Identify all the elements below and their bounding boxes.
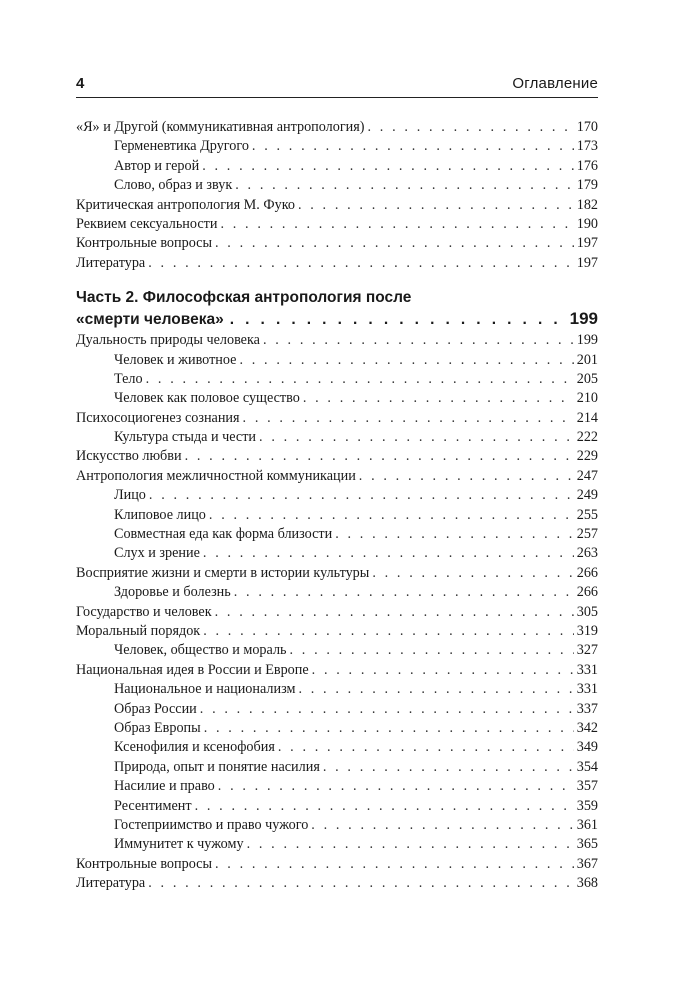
dot-leader [203,622,574,641]
entry-title: Национальная идея в России и Европе [76,661,309,678]
entry-page-number: 368 [576,875,598,892]
entry-page-number: 319 [576,622,598,639]
entry-title: Дуальность природы человека [76,332,260,349]
entry-page-number: 199 [576,332,598,349]
entry-page-number: 266 [576,584,598,601]
toc-subentry[interactable] [76,428,598,447]
entry-title: Критическая антропология М. Фуко [76,196,295,213]
entry-title: Образ Европы [114,719,201,736]
dot-leader [218,777,574,796]
dot-leader [235,176,573,195]
entry-title: Государство и человек [76,603,212,620]
entry-page-number: 201 [576,351,598,368]
entry-page-number: 331 [576,681,598,698]
entry-page-number: 205 [576,370,598,387]
entry-page-number: 182 [576,196,598,213]
toc-subentry[interactable] [76,777,598,796]
toc-entry[interactable] [76,622,598,641]
entry-title: Ресентимент [114,797,192,814]
toc-subentry[interactable] [76,700,598,719]
entry-title: Культура стыда и чести [114,429,257,446]
entry-page-number: 222 [576,429,598,446]
dot-leader [278,738,574,757]
toc-subentry[interactable] [76,797,598,816]
dot-leader [209,506,574,525]
toc-subentry[interactable] [76,758,598,777]
entry-page-number: 257 [576,526,598,543]
entry-page-number: 229 [576,448,598,465]
dot-leader [202,157,574,176]
toc-part-heading[interactable] [76,287,598,329]
entry-title: Контрольные вопросы [76,855,212,872]
dot-leader [203,544,574,563]
table-of-contents [76,118,598,893]
toc-subentry[interactable] [76,719,598,738]
entry-page-number: 331 [576,661,598,678]
toc-entry[interactable] [76,661,598,680]
entry-title: «Я» и Другой (коммуникативная антропология) [76,119,365,135]
toc-subentry[interactable] [76,835,598,854]
page-number: 4 [76,75,85,92]
dot-leader [335,525,574,544]
toc-subentry[interactable] [76,544,598,563]
dot-leader [368,118,574,137]
entry-page-number: 305 [576,603,598,620]
entry-page-number: 337 [576,700,598,717]
entry-page-number: 247 [576,467,598,484]
dot-leader [204,719,574,738]
entry-title: Восприятие жизни и смерти в истории культуры [76,564,370,581]
toc-subentry[interactable] [76,389,598,408]
part-title-line2: «смерти человека» [76,311,224,329]
toc-subentry[interactable] [76,641,598,660]
dot-leader [146,370,574,389]
dot-leader [215,603,574,622]
toc-group-before-part [76,118,598,273]
toc-subentry[interactable] [76,525,598,544]
entry-title: Человек как половое существо [114,390,300,407]
dot-leader [252,137,574,156]
dot-leader [372,564,573,583]
entry-page-number: 249 [576,487,598,504]
entry-title: Ксенофилия и ксенофобия [114,739,275,756]
entry-title: Литература [76,254,146,271]
toc-subentry[interactable] [76,738,598,757]
dot-leader [298,680,573,699]
entry-page-number: 176 [576,157,598,174]
dot-leader [290,641,574,660]
entry-title: Антропология межличностной коммуникации [76,467,356,484]
dot-leader [234,583,574,602]
toc-entry[interactable] [76,196,598,215]
part-title-line1: Часть 2. Философская антропология после [76,289,412,307]
entry-page-number: 327 [576,642,598,659]
toc-subentry[interactable] [76,816,598,835]
dot-leader [215,234,574,253]
entry-title: Здоровье и болезнь [114,584,231,601]
entry-title: Насилие и право [114,778,215,795]
entry-title: Человек и животное [114,351,237,368]
entry-title: Тело [114,370,143,387]
entry-page-number: 197 [576,235,598,252]
toc-entry[interactable] [76,564,598,583]
dot-leader [259,428,574,447]
toc-entry[interactable] [76,874,598,893]
page-header [76,75,598,98]
entry-title: Искусство любви [76,448,182,465]
entry-title: Иммунитет к чужому [114,836,244,853]
entry-title: Лицо [114,487,146,504]
entry-page-number: 263 [576,545,598,562]
toc-entry[interactable] [76,603,598,622]
toc-entry[interactable] [76,331,598,350]
entry-title: Совместная еда как форма близости [114,526,333,543]
entry-page-number: 365 [576,836,598,853]
toc-subentry[interactable] [76,370,598,389]
entry-title: Моральный порядок [76,622,201,639]
entry-title: Национальное и национализм [114,681,296,698]
dot-leader [215,855,574,874]
entry-page-number: 255 [576,506,598,523]
toc-entry[interactable] [76,254,598,273]
entry-title: Слово, образ и звук [114,177,233,194]
toc-subentry[interactable] [76,506,598,525]
entry-title: Литература [76,875,146,892]
entry-title: Психосоциогенез сознания [76,409,240,426]
dot-leader [311,816,573,835]
toc-entry[interactable] [76,234,598,253]
entry-page-number: 357 [576,778,598,795]
dot-leader [247,835,574,854]
entry-title: Автор и герой [114,157,200,174]
entry-page-number: 349 [576,739,598,756]
dot-leader [148,254,573,273]
dot-leader [359,467,574,486]
entry-title: Реквием сексуальности [76,215,218,232]
toc-subentry[interactable] [76,176,598,195]
dot-leader [303,389,574,408]
toc-subentry[interactable] [76,680,598,699]
toc-entry[interactable] [76,447,598,466]
entry-title: Человек, общество и мораль [114,642,287,659]
entry-page-number: 342 [576,719,598,736]
toc-subentry[interactable] [76,137,598,156]
dot-leader [149,486,574,505]
dot-leader [263,331,574,350]
dot-leader [239,351,573,370]
entry-page-number: 359 [576,797,598,814]
entry-page-number: 210 [576,390,598,407]
toc-subentry[interactable] [76,583,598,602]
dot-leader [200,700,574,719]
dot-leader [323,758,574,777]
entry-page-number: 361 [576,816,598,833]
entry-page-number: 190 [576,215,598,232]
entry-title: Природа, опыт и понятие насилия [114,758,320,775]
toc-entry[interactable] [76,118,598,137]
toc-entry[interactable] [76,215,598,234]
entry-page-number: 214 [576,409,598,426]
entry-page-number: 367 [576,855,598,872]
dot-leader [230,309,564,330]
entry-title: Образ России [114,700,197,717]
toc-subentry[interactable] [76,351,598,370]
entry-page-number: 170 [576,119,598,135]
part-page-number: 199 [569,309,598,329]
entry-title: Герменевтика Другого [114,138,249,155]
entry-page-number: 354 [576,758,598,775]
entry-title: Контрольные вопросы [76,235,212,252]
entry-page-number: 173 [576,138,598,155]
entry-page-number: 197 [576,254,598,271]
toc-subentry[interactable] [76,157,598,176]
dot-leader [298,196,574,215]
toc-group-after-part [76,331,598,893]
entry-title: Клиповое лицо [114,506,206,523]
part-title-line2-row [76,308,598,329]
toc-entry[interactable] [76,409,598,428]
dot-leader [312,661,574,680]
entry-title: Гостеприимство и право чужого [114,816,309,833]
dot-leader [195,797,574,816]
toc-entry[interactable] [76,855,598,874]
toc-entry[interactable] [76,467,598,486]
dot-leader [185,447,574,466]
entry-page-number: 266 [576,564,598,581]
dot-leader [148,874,573,893]
entry-page-number: 179 [576,177,598,194]
entry-title: Слух и зрение [114,545,200,562]
dot-leader [220,215,573,234]
dot-leader [243,409,574,428]
toc-subentry[interactable] [76,486,598,505]
section-title: Оглавление [512,75,598,92]
